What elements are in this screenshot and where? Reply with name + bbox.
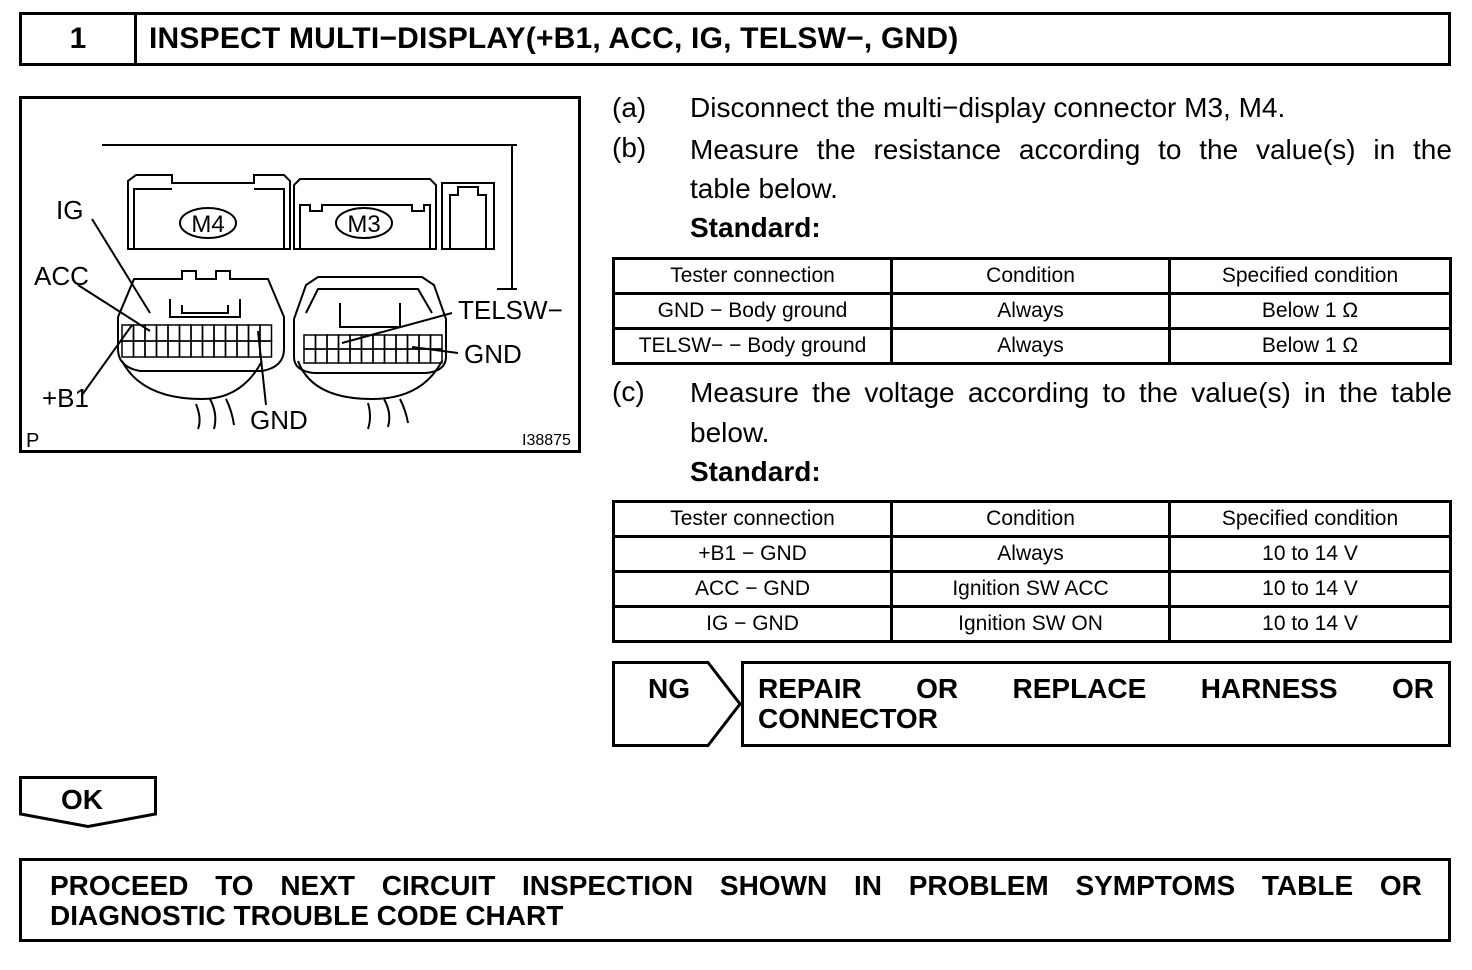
terminal-cell: [145, 325, 157, 341]
step-header: [19, 12, 1451, 66]
voltage-table: [612, 500, 1452, 643]
table-cell: Ignition SW ACC: [892, 572, 1170, 607]
table-cell: TELSW− − Body ground: [614, 329, 892, 364]
standard-label-resistance: Standard:: [690, 212, 821, 243]
table-cell: Always: [892, 329, 1170, 364]
table-row: [614, 294, 1451, 329]
word: PROBLEM: [908, 870, 1049, 901]
ng-result-box: [741, 661, 1451, 747]
terminal-cell: [327, 335, 339, 349]
terminal-cell: [168, 341, 180, 357]
terminal-cell: [203, 325, 215, 341]
ng-arrow: [612, 661, 742, 747]
step-c-line2: below.: [690, 417, 770, 448]
table-cell: 10 to 14 V: [1170, 572, 1451, 607]
table-row: [614, 537, 1451, 572]
ng-label: NG: [648, 673, 690, 704]
terminal-cell: [316, 335, 328, 349]
terminal-cell: [237, 325, 249, 341]
word: PROCEED: [50, 870, 189, 901]
word: according: [967, 377, 1090, 408]
terminal-cell: [327, 349, 339, 363]
word: voltage: [864, 377, 955, 408]
voltage-table-body: [614, 502, 1451, 642]
word: OR: [1379, 870, 1422, 901]
terminal-cell: [408, 349, 420, 363]
terminal-cell: [122, 341, 134, 357]
terminal-cell: [419, 349, 431, 363]
table-row: [614, 572, 1451, 607]
word: TABLE: [1261, 870, 1354, 901]
word: the: [1412, 134, 1452, 165]
table-header-row: [614, 502, 1451, 537]
terminal-cell: [203, 341, 215, 357]
word: the: [816, 134, 856, 165]
table-cell: GND − Body ground: [614, 294, 892, 329]
connector-illustration: [19, 96, 581, 453]
word: OR: [916, 673, 959, 704]
word: NEXT: [280, 870, 356, 901]
step-b-line2: table below.: [690, 173, 838, 204]
resistance-table: [612, 257, 1452, 365]
m3-label: M3: [347, 211, 381, 238]
word: CIRCUIT: [381, 870, 496, 901]
terminal-cell: [157, 341, 169, 357]
m4-label: M4: [191, 211, 225, 238]
terminal-cell: [385, 335, 397, 349]
step-b-letter: (b): [612, 132, 647, 163]
gnd-right-label: GND: [464, 339, 522, 369]
ng-result-line1: [758, 674, 1434, 704]
step-c-line1: [690, 373, 1452, 412]
word: in: [1373, 134, 1396, 165]
word: OR: [1392, 673, 1434, 704]
word: to: [1158, 134, 1182, 165]
table-row: [614, 607, 1451, 642]
terminal-cell: [237, 341, 249, 357]
terminal-cell: [191, 341, 203, 357]
step-c-letter: (c): [612, 376, 645, 407]
word: the: [1339, 377, 1378, 408]
final-instruction-box: [19, 858, 1451, 942]
terminal-cell: [191, 325, 203, 341]
terminal-cell: [385, 349, 397, 363]
terminal-cell: [316, 349, 328, 363]
terminal-cell: [396, 349, 408, 363]
terminal-cell: [180, 325, 192, 341]
column-header: Condition: [892, 502, 1170, 537]
terminal-cell: [226, 325, 238, 341]
ig-label: IG: [56, 195, 84, 225]
table-row: [614, 329, 1451, 364]
telsw-label: TELSW−: [458, 295, 563, 325]
ok-arrow: [19, 776, 157, 828]
terminal-cell: [260, 325, 272, 341]
word: TO: [215, 870, 254, 901]
terminal-cell: [373, 335, 385, 349]
connector-grid-right: [304, 335, 442, 363]
word: the: [812, 377, 852, 408]
connector-drawing: [22, 99, 578, 450]
table-cell: 10 to 14 V: [1170, 537, 1451, 572]
terminal-cell: [214, 341, 226, 357]
p-label: P: [26, 430, 40, 450]
word: SHOWN: [719, 870, 828, 901]
figure-code: I38875: [522, 432, 571, 449]
table-cell: Always: [892, 537, 1170, 572]
terminal-cell: [145, 341, 157, 357]
standard-label-voltage: Standard:: [690, 456, 821, 487]
word: the: [1199, 134, 1239, 165]
terminal-cell: [134, 341, 146, 357]
step-title: INSPECT MULTI−DISPLAY(+B1, ACC, IG, TELSW−, GND): [149, 22, 959, 55]
ok-label: OK: [61, 784, 103, 815]
b1-label: +B1: [42, 383, 89, 413]
terminal-cell: [396, 335, 408, 349]
table-cell: Below 1 Ω: [1170, 329, 1451, 364]
word: value(s): [1191, 377, 1291, 408]
terminal-cell: [304, 349, 316, 363]
final-line2: DIAGNOSTIC TROUBLE CODE CHART: [50, 900, 564, 931]
ng-result-line2: CONNECTOR: [758, 703, 938, 734]
word: in: [1304, 377, 1326, 408]
terminal-cell: [350, 335, 362, 349]
resistance-table-body: [614, 259, 1451, 364]
word: IN: [853, 870, 882, 901]
acc-label: ACC: [34, 261, 89, 291]
word: according: [1018, 134, 1141, 165]
table-cell: Ignition SW ON: [892, 607, 1170, 642]
terminal-cell: [122, 325, 134, 341]
table-header-row: [614, 259, 1451, 294]
word: the: [1139, 377, 1178, 408]
step-a-letter: (a): [612, 92, 647, 123]
table-cell: 10 to 14 V: [1170, 607, 1451, 642]
column-header: Tester connection: [614, 502, 892, 537]
terminal-cell: [180, 341, 192, 357]
word: REPLACE: [1012, 673, 1147, 704]
terminal-cell: [339, 349, 351, 363]
word: Measure: [690, 134, 799, 165]
terminal-cell: [214, 325, 226, 341]
gnd-left-label: GND: [250, 405, 308, 435]
table-cell: IG − GND: [614, 607, 892, 642]
final-line1: [50, 871, 1422, 901]
column-header: Condition: [892, 259, 1170, 294]
word: REPAIR: [758, 673, 862, 704]
word: HARNESS: [1200, 673, 1338, 704]
terminal-cell: [419, 335, 431, 349]
table-cell: ACC − GND: [614, 572, 892, 607]
terminal-cell: [249, 341, 261, 357]
step-b-line1: [690, 130, 1452, 169]
column-header: Specified condition: [1170, 502, 1451, 537]
table-cell: +B1 − GND: [614, 537, 892, 572]
terminal-cell: [157, 325, 169, 341]
step-a-text: Disconnect the multi−display connector M3, M4.: [690, 92, 1286, 123]
word: resistance: [873, 134, 1002, 165]
terminal-cell: [373, 349, 385, 363]
word: SYMPTOMS: [1075, 870, 1236, 901]
column-header: Specified condition: [1170, 259, 1451, 294]
word: INSPECTION: [522, 870, 694, 901]
word: to: [1102, 377, 1126, 408]
word: table: [1391, 377, 1452, 408]
table-cell: Below 1 Ω: [1170, 294, 1451, 329]
terminal-cell: [168, 325, 180, 341]
word: value(s): [1255, 134, 1356, 165]
terminal-cell: [431, 335, 443, 349]
terminal-cell: [226, 341, 238, 357]
word: Measure: [690, 377, 799, 408]
step-number: 1: [22, 15, 137, 63]
terminal-cell: [350, 349, 362, 363]
table-cell: Always: [892, 294, 1170, 329]
column-header: Tester connection: [614, 259, 892, 294]
connector-grid-left: [122, 325, 272, 357]
terminal-cell: [304, 335, 316, 349]
terminal-cell: [260, 341, 272, 357]
terminal-cell: [362, 349, 374, 363]
